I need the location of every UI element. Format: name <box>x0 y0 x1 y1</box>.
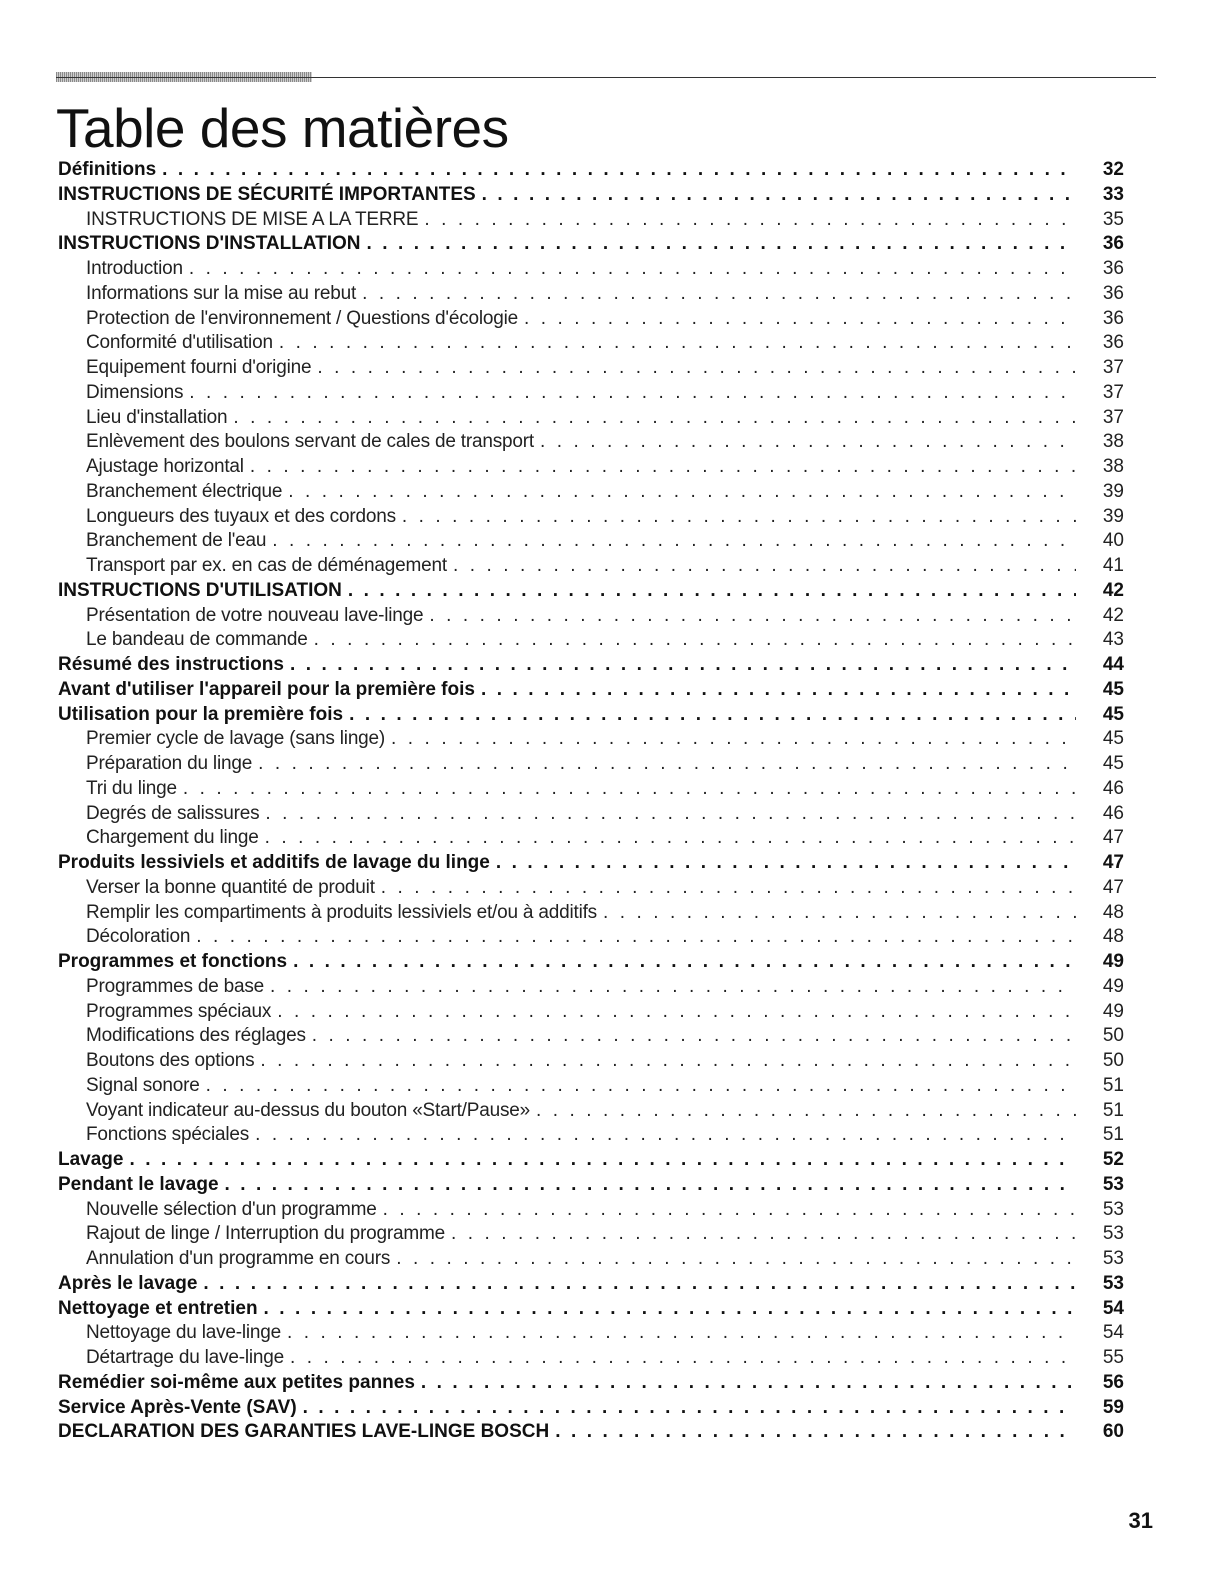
toc-leader-dots <box>312 1024 1076 1049</box>
toc-entry-label: Nouvelle sélection d'un programme <box>86 1198 377 1220</box>
toc-entry-page: 36 <box>1102 307 1124 329</box>
toc-section-entry <box>58 950 1124 975</box>
toc-section-entry <box>58 1396 1124 1421</box>
toc-entry-label: Informations sur la mise au rebut <box>86 282 357 304</box>
toc-subsection-entry <box>58 1321 1124 1346</box>
toc-entry-page: 49 <box>1102 1000 1124 1022</box>
toc-leader-dots <box>421 1371 1076 1396</box>
toc-leader-dots <box>272 529 1076 554</box>
toc-entry-label: Protection de l'environnement / Questions d'écologie <box>86 307 519 329</box>
toc-leader-dots <box>429 604 1076 629</box>
toc-leader-dots <box>183 777 1076 802</box>
toc-leader-dots <box>555 1420 1076 1445</box>
toc-entry-label: Verser la bonne quantité de produit <box>86 876 375 898</box>
toc-leader-dots <box>496 851 1076 876</box>
toc-leader-dots <box>396 1247 1076 1272</box>
toc-entry-label: Présentation de votre nouveau lave-linge <box>86 604 424 626</box>
toc-entry-label: Annulation d'un programme en cours <box>86 1248 391 1269</box>
toc-entry-label: Programmes et fonctions <box>58 951 288 972</box>
toc-leader-dots <box>314 628 1076 653</box>
toc-subsection-entry <box>58 604 1124 629</box>
toc-entry-page: 39 <box>1102 480 1124 502</box>
toc-entry-page: 53 <box>1102 1272 1124 1294</box>
toc-subsection-entry <box>58 628 1124 653</box>
toc-section-entry <box>58 703 1124 728</box>
toc-subsection-entry <box>58 1099 1124 1124</box>
toc-subsection-entry <box>58 282 1124 307</box>
toc-entry-label: Remplir les compartiments à produits lessiviels et/ou à additifs <box>86 901 597 923</box>
toc-leader-dots <box>225 1173 1076 1198</box>
toc-subsection-entry <box>58 505 1124 530</box>
toc-entry-page: 42 <box>1102 579 1124 601</box>
toc-leader-dots <box>255 1123 1076 1148</box>
toc-entry-label: Fonctions spéciales <box>86 1124 250 1146</box>
toc-entry-page: 33 <box>1102 183 1124 205</box>
toc-leader-dots <box>317 356 1076 381</box>
toc-entry-label: Utilisation pour la première fois <box>58 703 344 725</box>
toc-leader-dots <box>250 455 1076 480</box>
toc-leader-dots <box>206 1074 1076 1099</box>
toc-entry-page: 43 <box>1102 629 1124 651</box>
toc-entry-page: 51 <box>1102 1074 1124 1096</box>
toc-entry-label: Transport par ex. en cas de déménagement <box>86 555 447 576</box>
toc-entry-page: 48 <box>1102 926 1124 948</box>
toc-entry-label: Programmes de base <box>86 975 265 997</box>
toc-entry-label: Lavage <box>58 1149 124 1170</box>
toc-entry-label: Enlèvement des boulons servant de cales de transport <box>86 431 534 453</box>
toc-entry-page: 46 <box>1102 777 1124 799</box>
toc-subsection-entry <box>58 777 1124 802</box>
toc-leader-dots <box>402 505 1076 530</box>
toc-leader-dots <box>196 925 1076 950</box>
toc-subsection-entry <box>58 901 1124 926</box>
toc-leader-dots <box>383 1198 1076 1223</box>
toc-leader-dots <box>348 579 1076 604</box>
toc-entry-page: 53 <box>1102 1248 1124 1269</box>
toc-entry-label: Tri du linge <box>86 777 177 799</box>
toc-entry-page: 53 <box>1102 1223 1124 1245</box>
toc-entry-page: 50 <box>1102 1025 1124 1047</box>
toc-leader-dots <box>264 1297 1076 1322</box>
toc-entry-page: 37 <box>1102 406 1124 428</box>
page-number: 31 <box>1128 1508 1153 1533</box>
toc-entry-label: Résumé des instructions <box>58 654 284 675</box>
toc-entry-label: Modifications des réglages <box>86 1025 306 1047</box>
toc-entry-page: 47 <box>1102 876 1124 898</box>
toc-entry-page: 50 <box>1102 1050 1124 1071</box>
toc-section-entry <box>58 158 1124 183</box>
toc-entry-label: Branchement de l'eau <box>86 530 267 552</box>
toc-entry-page: 48 <box>1102 901 1124 923</box>
toc-leader-dots <box>288 480 1076 505</box>
toc-entry-page: 35 <box>1102 208 1124 230</box>
toc-entry-label: INSTRUCTIONS DE SÉCURITÉ IMPORTANTES <box>58 183 476 205</box>
toc-entry-label: Branchement électrique <box>86 480 283 502</box>
toc-subsection-entry <box>58 1024 1124 1049</box>
toc-subsection-entry <box>58 727 1124 752</box>
toc-leader-dots <box>189 257 1076 282</box>
toc-leader-dots <box>162 158 1076 183</box>
toc-entry-label: INSTRUCTIONS DE MISE A LA TERRE <box>86 208 419 230</box>
toc-subsection-entry <box>58 1049 1124 1074</box>
toc-subsection-entry <box>58 554 1124 579</box>
toc-leader-dots <box>265 802 1076 827</box>
toc-leader-dots <box>451 1222 1076 1247</box>
toc-entry-label: Longueurs des tuyaux et des cordons <box>86 505 396 527</box>
toc-subsection-entry <box>58 1123 1124 1148</box>
toc-section-entry <box>58 1272 1124 1297</box>
toc-leader-dots <box>287 1321 1076 1346</box>
toc-leader-dots <box>189 381 1076 406</box>
toc-subsection-entry <box>58 925 1124 950</box>
toc-entry-page: 45 <box>1102 678 1124 700</box>
toc-entry-label: Programmes spéciaux <box>86 1000 272 1022</box>
toc-section-entry <box>58 851 1124 876</box>
toc-entry-page: 37 <box>1102 357 1124 378</box>
toc-subsection-entry <box>58 1198 1124 1223</box>
toc-leader-dots <box>367 232 1076 257</box>
toc-subsection-entry <box>58 1074 1124 1099</box>
toc-leader-dots <box>293 950 1076 975</box>
toc-leader-dots <box>536 1099 1076 1124</box>
toc-subsection-entry <box>58 257 1124 282</box>
toc-entry-page: 37 <box>1102 381 1124 403</box>
toc-leader-dots <box>233 406 1076 431</box>
toc-leader-dots <box>303 1396 1076 1421</box>
toc-entry-page: 40 <box>1102 530 1124 552</box>
table-of-contents <box>58 158 1124 1445</box>
toc-entry-page: 49 <box>1102 951 1124 972</box>
toc-entry-page: 36 <box>1102 258 1124 279</box>
toc-entry-page: 39 <box>1102 505 1124 527</box>
toc-entry-page: 51 <box>1102 1099 1124 1121</box>
toc-leader-dots <box>270 975 1076 1000</box>
toc-entry-label: Décoloration <box>86 926 191 948</box>
toc-subsection-entry <box>58 307 1124 332</box>
toc-leader-dots <box>277 1000 1076 1025</box>
toc-subsection-entry <box>58 356 1124 381</box>
toc-entry-page: 41 <box>1102 555 1124 576</box>
toc-leader-dots <box>290 1346 1076 1371</box>
toc-subsection-entry <box>58 1222 1124 1247</box>
toc-subsection-entry <box>58 480 1124 505</box>
toc-entry-page: 36 <box>1102 332 1124 354</box>
toc-entry-label: Définitions <box>58 159 157 180</box>
toc-entry-page: 46 <box>1102 802 1124 824</box>
toc-entry-label: Premier cycle de lavage (sans linge) <box>86 728 386 750</box>
toc-entry-page: 59 <box>1102 1396 1124 1418</box>
toc-leader-dots <box>203 1272 1076 1297</box>
toc-entry-page: 47 <box>1102 827 1124 849</box>
toc-subsection-entry <box>58 1346 1124 1371</box>
toc-entry-page: 38 <box>1102 456 1124 477</box>
toc-entry-page: 60 <box>1102 1421 1124 1443</box>
toc-entry-page: 47 <box>1102 852 1124 873</box>
toc-entry-label: Avant d'utiliser l'appareil pour la première fois <box>58 678 475 700</box>
toc-leader-dots <box>129 1148 1076 1173</box>
toc-subsection-entry <box>58 208 1124 233</box>
toc-section-entry <box>58 1148 1124 1173</box>
toc-entry-page: 49 <box>1102 975 1124 997</box>
toc-entry-label: Introduction <box>86 258 183 279</box>
toc-entry-label: Degrés de salissures <box>86 802 260 824</box>
toc-entry-label: Pendant le lavage <box>58 1173 219 1195</box>
toc-subsection-entry <box>58 876 1124 901</box>
toc-subsection-entry <box>58 802 1124 827</box>
toc-subsection-entry <box>58 455 1124 480</box>
toc-entry-label: INSTRUCTIONS D'INSTALLATION <box>58 233 361 255</box>
toc-entry-label: Détartrage du lave-linge <box>86 1347 284 1368</box>
toc-entry-label: Voyant indicateur au-dessus du bouton «Start/Pause» <box>86 1099 531 1121</box>
toc-leader-dots <box>349 703 1076 728</box>
toc-entry-page: 54 <box>1102 1322 1124 1344</box>
toc-entry-label: Signal sonore <box>86 1074 200 1096</box>
toc-entry-page: 53 <box>1102 1198 1124 1220</box>
toc-leader-dots <box>290 653 1076 678</box>
toc-entry-label: Service Après-Vente (SAV) <box>58 1396 297 1418</box>
page-title: Table des matières <box>56 97 509 159</box>
toc-entry-page: 36 <box>1102 282 1124 304</box>
toc-entry-label: Préparation du linge <box>86 753 253 774</box>
toc-leader-dots <box>482 183 1076 208</box>
toc-entry-page: 38 <box>1102 431 1124 453</box>
toc-entry-page: 45 <box>1102 753 1124 774</box>
toc-leader-dots <box>540 430 1076 455</box>
toc-entry-label: Lieu d'installation <box>86 406 228 428</box>
toc-entry-label: Dimensions <box>86 381 184 403</box>
toc-subsection-entry <box>58 331 1124 356</box>
toc-leader-dots <box>260 1049 1076 1074</box>
toc-subsection-entry <box>58 381 1124 406</box>
toc-section-entry <box>58 232 1124 257</box>
toc-section-entry <box>58 1371 1124 1396</box>
toc-subsection-entry <box>58 1247 1124 1272</box>
toc-section-entry <box>58 1420 1124 1445</box>
toc-leader-dots <box>265 826 1076 851</box>
toc-leader-dots <box>524 307 1076 332</box>
toc-subsection-entry <box>58 1000 1124 1025</box>
toc-entry-page: 56 <box>1102 1371 1124 1393</box>
toc-section-entry <box>58 653 1124 678</box>
toc-entry-label: Boutons des options <box>86 1050 255 1071</box>
toc-section-entry <box>58 678 1124 703</box>
toc-entry-label: Après le lavage <box>58 1272 198 1294</box>
toc-subsection-entry <box>58 430 1124 455</box>
header-rule-line <box>56 77 1156 78</box>
toc-entry-label: Rajout de linge / Interruption du programme <box>86 1223 445 1245</box>
toc-entry-page: 52 <box>1102 1149 1124 1170</box>
toc-entry-page: 54 <box>1102 1297 1124 1319</box>
toc-entry-page: 45 <box>1102 703 1124 725</box>
toc-entry-label: Equipement fourni d'origine <box>86 357 312 378</box>
toc-section-entry <box>58 1297 1124 1322</box>
toc-section-entry <box>58 1173 1124 1198</box>
toc-subsection-entry <box>58 826 1124 851</box>
toc-entry-label: Conformité d'utilisation <box>86 332 273 354</box>
toc-entry-page: 55 <box>1102 1347 1124 1368</box>
toc-entry-label: INSTRUCTIONS D'UTILISATION <box>58 579 342 601</box>
toc-leader-dots <box>424 208 1076 233</box>
toc-section-entry <box>58 579 1124 604</box>
toc-subsection-entry <box>58 529 1124 554</box>
toc-subsection-entry <box>58 406 1124 431</box>
toc-entry-label: Le bandeau de commande <box>86 629 308 651</box>
toc-subsection-entry <box>58 752 1124 777</box>
toc-leader-dots <box>258 752 1076 777</box>
toc-entry-page: 45 <box>1102 728 1124 750</box>
toc-subsection-entry <box>58 975 1124 1000</box>
toc-section-entry <box>58 183 1124 208</box>
toc-leader-dots <box>362 282 1076 307</box>
toc-entry-page: 51 <box>1102 1124 1124 1146</box>
toc-entry-label: Remédier soi-même aux petites pannes <box>58 1371 415 1393</box>
toc-leader-dots <box>391 727 1076 752</box>
toc-entry-label: Ajustage horizontal <box>86 456 244 477</box>
toc-entry-label: Produits lessiviels et additifs de lavage du linge <box>58 852 490 873</box>
toc-leader-dots <box>481 678 1076 703</box>
toc-entry-page: 32 <box>1102 159 1124 180</box>
toc-entry-page: 42 <box>1102 604 1124 626</box>
toc-leader-dots <box>279 331 1076 356</box>
toc-leader-dots <box>603 901 1076 926</box>
toc-entry-page: 53 <box>1102 1173 1124 1195</box>
toc-entry-label: Nettoyage du lave-linge <box>86 1322 282 1344</box>
toc-entry-label: Chargement du linge <box>86 827 259 849</box>
toc-entry-page: 44 <box>1102 654 1124 675</box>
toc-leader-dots <box>453 554 1076 579</box>
toc-leader-dots <box>381 876 1076 901</box>
toc-entry-label: Nettoyage et entretien <box>58 1297 258 1319</box>
toc-entry-page: 36 <box>1102 233 1124 255</box>
toc-entry-label: DECLARATION DES GARANTIES LAVE-LINGE BOSCH <box>58 1421 550 1443</box>
